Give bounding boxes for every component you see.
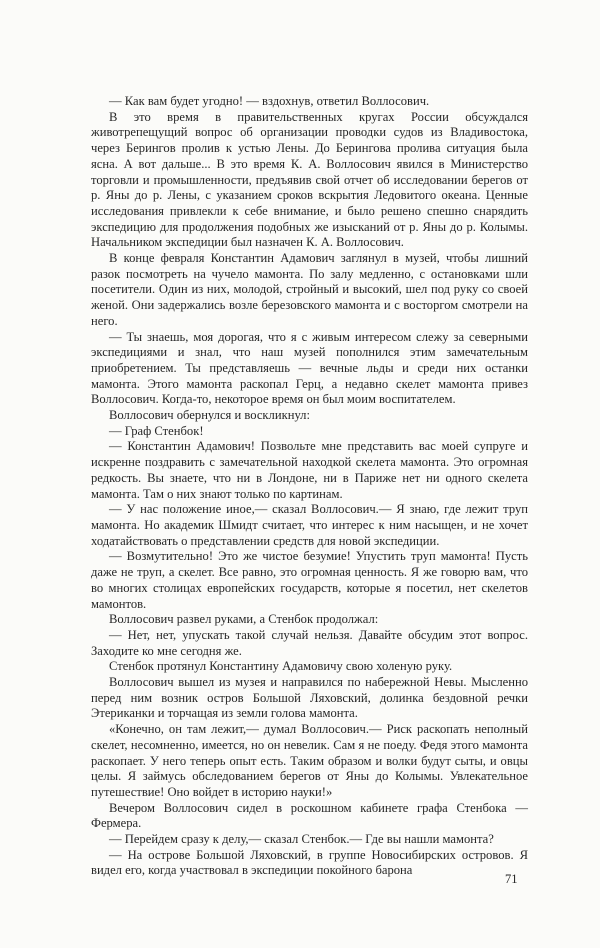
paragraph: — Возмутительно! Это же чистое безумие! Упустить труп мамонта! Пусть даже не труп, а скелет. Все равно, это огромная ценность. Я же говорю вам, что во многих столицах европейских государств, которые я посетил, нет скелетов мамонтов.	[91, 549, 528, 611]
paragraph: Воллосович обернулся и воскликнул:	[109, 408, 310, 423]
paragraph: — Нет, нет, упускать такой случай нельзя. Давайте обсудим этот вопрос. Заходите ко мне сегодня же.	[91, 627, 528, 658]
paragraph: — На острове Большой Ляховский, в группе Новосибирских островов. Я видел его, когда участвовал в экспедиции покойного барона	[91, 847, 528, 878]
paragraph: В конце февраля Константин Адамович заглянул в музей, чтобы лишний разок посмотреть на чучело мамонта. По залу медленно, с остановками шли посетители. Один из них, молодой, стройный и высокий, шел под руку со своей женой. Они задержались возле березовского мамонта и с восторгом смотрели на него.	[91, 251, 528, 328]
paragraph: В это время в правительственных кругах России обсуждался животрепещущий вопрос об организации проводки судов из Владивостока, через Берингов пролив к устью Лены. До Берингова пролива ситуация была ясна. А вот дальше... В это время К. А. Воллосович явился в Министерство торговли и промышленности, предъявив свой отчет об исследовании берегов от р. Яны до р. Лены, с указанием сроков вскрытия Ледовитого океана. Ценные исследования привлекли к себе внимание, и было решено спешно снарядить экспедицию для продолжения подобных же изысканий от р. Яны до р. Колымы. Начальником экспедиции был назначен К. А. Воллосович.	[91, 109, 528, 250]
paragraph: Вечером Воллосович сидел в роскошном кабинете графа Стенбока — Фермера.	[91, 800, 528, 831]
paragraph: Воллосович вышел из музея и направился по набережной Невы. Мысленно перед ним возник остров Большой Ляховский, долинка бездовной речки Этериканки и торчащая из земли голова мамонта.	[91, 675, 528, 721]
paragraph: — Перейдем сразу к делу,— сказал Стенбок.— Где вы нашли мамонта?	[109, 832, 494, 847]
paragraph: Воллосович развел руками, а Стенбок продолжал:	[109, 612, 379, 627]
paragraph: — Ты знаешь, моя дорогая, что я с живым интересом слежу за северными экспедициями и знал, что наш музей пополнился этим замечательным приобретением. Ты представляешь — вечные льды и среди них останки мамонта. Этого мамонта раскопал Герц, а недавно скелет мамонта привез Воллосович. Когда-то, некоторое время он был моим воспитателем.	[91, 329, 528, 407]
paragraph: — Как вам будет угодно! — вздохнув, ответил Воллосович.	[109, 94, 430, 108]
paragraph: «Конечно, он там лежит,— думал Воллосович.— Риск раскопать неполный скелет, несомненно, имеется, но он невелик. Сам я не поеду. Федя этого мамонта раскопает. У него теперь опыт есть. Таким образом и волки будут сыты, и овцы целы. Я займусь обследованием берегов от Яны до Колымы. Увлекательное путешествие! Оно войдет в историю науки!»	[91, 722, 528, 799]
paragraph: — Константин Адамович! Позвольте мне представить вас моей супруге и искренне поздравить с замечательной находкой скелета мамонта. Это огромная редкость. Вы знаете, что ни в Лондоне, ни в Париже нет ни одного скелета мамонта. Там о них знают только по картинам.	[91, 439, 528, 501]
paragraph: — У нас положение иное,— сказал Воллосович.— Я знаю, где лежит труп мамонта. Но академик Шмидт считает, что интерес к ним насыщен, и не хочет ходатайствовать о представлении средств для новой экспедиции.	[91, 502, 528, 548]
page-number: 71	[505, 872, 518, 886]
paragraph: Стенбок протянул Константину Адамовичу свою холеную руку.	[109, 659, 453, 674]
body-text	[91, 94, 528, 879]
paragraph: — Граф Стенбок!	[109, 423, 204, 438]
